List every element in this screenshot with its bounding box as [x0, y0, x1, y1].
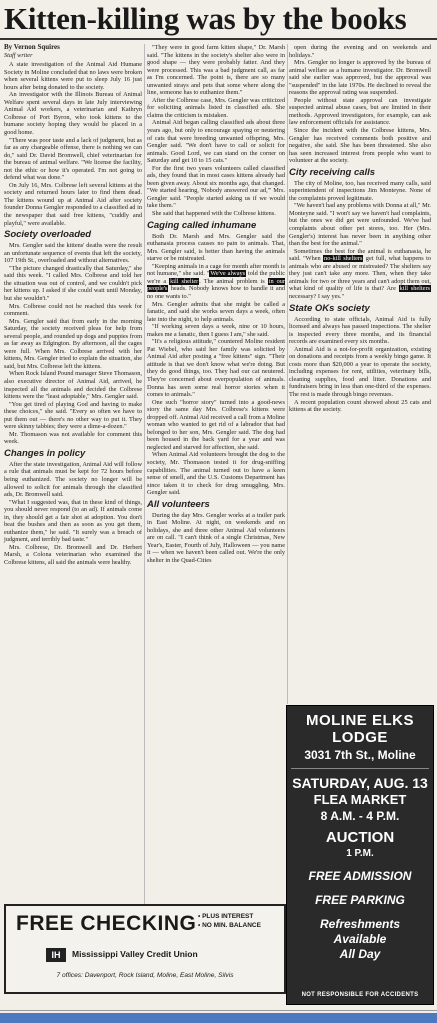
paragraph: When Rock Island Pound manager Steve Thomason, also executive director of Animal Aid, arrived, he inspected all the animals and decided the Colbrese kittens were the "least adoptable," Mrs. Gengler said. — [4, 370, 142, 401]
paragraph: Mrs. Colbrese, Dr. Bromwell and Dr. Herbert Marsh, a Colona veterinarian who examined the Colbrese kittens, all said the animals were healthy. — [4, 543, 142, 566]
paragraph: On July 16, Mrs. Colbrese left several kittens at the society and returned hours later to find them dead. The kittens wound up at Animal Aid after society founder Donna Gengler responded to a classified ad in the newspaper that said free kittens, "cuddly and playful," were available. — [4, 181, 142, 227]
ad-auction: AUCTION — [325, 829, 395, 846]
text-run: . The animal problem is — [199, 277, 268, 285]
bottom-rule — [0, 1010, 437, 1011]
paragraph: One such "horror story" turned into a good-news story the same day Mrs. Colbrese's kittens were dropped off. Animal Aid received a call from a Moline woman who wanted to get rid of a labrador that had belonged to her son, Mrs. Gengler said. The dog had been housed in the back yard for a year and was neglected and starved for affection, she said. — [147, 398, 285, 451]
highlight: in our people's — [147, 277, 285, 293]
paragraph: For the first two years volunteers called classified ads, they found that in most cases kittens already had been given away. About six months ago, that changed. "We started hearing, 'Nobody answered our ad,'" Mrs. Gengler said. "People started asking us if we would take them." — [147, 164, 285, 210]
subhead-changes: Changes in policy — [4, 447, 86, 459]
paragraph: "If working seven days a week, nine or 10 hours, makes me a fanatic, then I guess I am," she said. — [147, 323, 285, 338]
paragraph: open during the evening and on weekends and holidays." — [289, 44, 431, 59]
paragraph: A recent population count showed about 25 cats and kittens at the society. — [289, 398, 431, 414]
paragraph: "We haven't had any problems with Donna at all," Mr. Monteyne said. "I won't say we haven't had complaints, but the ones we did get were unfounded. We've had complaints about other pet stores, too. Her (Mrs. Gengler's) interest has never been in anything other than the best for the animal." — [289, 202, 431, 248]
ad-address: 3031 7th St., Moline — [304, 748, 416, 762]
column-2 — [147, 44, 285, 565]
ad-available: Available — [333, 932, 387, 946]
paragraph: Mr. Thomason was not available for comment this week. — [4, 430, 142, 446]
paragraph-highlighted — [289, 248, 431, 301]
staff-line: Staff writer — [4, 51, 33, 59]
paragraph: Mrs. Colbrese could not be reached this week for comment. — [4, 302, 142, 318]
byline: By Vernon Squires — [4, 43, 60, 51]
ad-free-parking: FREE PARKING — [315, 893, 405, 907]
paragraph: "You get tired of playing God and having to make these choices," she said. "Every so often we have to put them out — there's no other way to put it. They were skinny tabbies; they were a dime-a-dozen." — [4, 400, 142, 431]
column-divider — [287, 44, 288, 704]
text-run: "Keeping animals in a cage for month after month is not humane," she said. " — [147, 262, 285, 278]
subhead-inhumane: Caging called inhumane — [147, 219, 257, 231]
text-run: necessary? I say yes." — [289, 292, 345, 300]
paragraph: "It's a religious attitude," countered Moline resident Pat Wiebel, who said her family was solicited by Animal Aid after posting a "free kittens" sign. "Their attitude is that we don't know what we're doing. But they do good things, too. They had our cat neutered. They're concerned about overpopulation of animals. Donna has seen some real horror stories when it comes to animals." — [147, 338, 285, 399]
highlight: no-kill shelters — [324, 255, 363, 263]
paragraph: Animal Aid began calling classified ads about three years ago, but only to encourage spaying or neutering of cats that were breeding unwanted offspring, Mrs. Gengler said. "We don't have to call or solicit for animals. Good Lord, we can stand on the corner on Saturday and get 10 to 15 cats." — [147, 119, 285, 165]
ad-all-day: All Day — [339, 947, 381, 961]
paragraph: She said that happened with the Colbrese kittens. — [152, 210, 276, 218]
paragraph: "They were in good farm kitten shape," Dr. Marsh said. "The kittens in the society's shelter also were in good shape — they were probably fatter. And they were processed. This was a bad judgment call, as far as I'm concerned. The point is, there are so many unwanted strays and pets that some where along the line, someone has to euthanize them." — [147, 44, 285, 97]
subhead-state: State OKs society — [289, 302, 370, 314]
bank-ad-bullet: • PLUS INTEREST — [198, 913, 254, 920]
paragraph: Mrs. Gengler said the kittens' deaths were the result an unfortunate sequence of events that left the society, 107 19th St., overloaded and without alternatives. — [4, 242, 142, 265]
bottom-strip — [0, 1013, 437, 1023]
highlight: kill shelter — [170, 277, 199, 285]
column-1 — [4, 44, 142, 567]
ad-footer: NOT RESPONSIBLE FOR ACCIDENTS — [301, 992, 419, 998]
paragraph: Animal Aid is a not-for-profit organization, existing on donations and receipts from a weekly bingo game. It costs more than $20,000 a year to operate the society, including expenses for rent, utilities, veterinary bills, cleaning supplies, food and litter. Donations and fundraisers bring in less than one-third of the expenses. The rest is made through bingo revenues. — [289, 345, 431, 398]
ad-divider — [291, 768, 429, 769]
subhead-overloaded: Society overloaded — [4, 229, 92, 241]
free-checking-ad — [4, 904, 286, 994]
paragraph: A state investigation of the Animal Aid Humane Society in Moline concluded that no laws were broken when several kittens were put to sleep July 16 just hours after being donated to the society. — [4, 61, 142, 91]
paragraph: "The picture changed drastically that Saturday," she said this week. "I called Mrs. Colbrese and told her the situation was out of control, and we couldn't pick her kittens up. I asked if she could wait until Monday, but she wouldn't." — [4, 264, 142, 302]
paragraph: Both Dr. Marsh and Mrs. Gengler said the euthanasia process causes no pain to animals. That, Mrs. Gengler said, is better than having the animals starve or be mistreated. — [147, 232, 285, 263]
headline-rule — [0, 38, 437, 40]
paragraph: After the Colbrese case, Mrs. Gengler was criticized for soliciting animals listed in classified ads. She claims the criticism is mistaken. — [147, 96, 285, 119]
ad-event: FLEA MARKET — [313, 792, 407, 807]
elks-lodge-ad — [286, 705, 434, 1005]
ad-refreshments: Refreshments — [319, 917, 401, 931]
paragraph: People without state approval can investigate suspected animal abuse cases, but are limited in their methods. Approved investigators, for example, can ask law enforcement officials for assistance. — [289, 96, 431, 127]
credit-union-logo-icon: IH — [46, 948, 66, 962]
paragraph: When Animal Aid volunteers brought the dog to the society, Mr. Thomason tested it for drug-sniffing capabilities. The animal turned out to have a keen sense of smell, and the U.S. Customs Department has since taken it to check for drug smuggling, Mrs. Gengler said. — [147, 451, 285, 497]
paragraph: "There was poor taste and a lack of judgment, but as far as any chargeable offense, there is nothing we can do," said Dr. David Bromwell, chief veterinarian for the bureau of animal welfare. "We license the facility, not the ethic or how it's operated. I'm not going to defend what was done." — [4, 136, 142, 182]
credit-union-name: Mississippi Valley Credit Union — [72, 949, 198, 959]
paragraph: During the day Mrs. Gengler works at a trailer park in East Moline. At night, on weekends and on holidays, she and three other Animal Aid volunteers are on call. "I can't think of a single Christmas, New Year's, Easter, Fourth of July, Halloween — you name it — when we haven't been called out. We're the only shelter in the Quad-Cities — [147, 511, 285, 564]
subhead-calls: City receiving calls — [289, 166, 376, 178]
paragraph: "What I suggested was, that in these kind of things, you should never respond (to an ad). If animals come in, they should get a fair shot at adoption. You don't beat the bushes and then as soon as you get them, euthanize them," he said. "It surely was a breach of judgment, and terribly bad taste." — [4, 498, 142, 544]
paragraph: According to state officials, Animal Aid is fully licensed and always has passed inspections. The shelter is inspected every three months, and its financial records are examined every six months. — [289, 315, 431, 346]
bank-ad-bullet: • NO MIN. BALANCE — [198, 922, 261, 929]
bank-ad-title: FREE CHECKING — [16, 912, 197, 935]
ad-auction-time: 1 P.M. — [346, 848, 374, 859]
ad-date: SATURDAY, AUG. 13 — [292, 775, 428, 791]
column-3 — [289, 44, 431, 414]
paragraph: Mrs. Gengler no longer is approved by the bureau of animal welfare as a humane investigator. Dr. Bromwell said she earlier was approved, but the approval was "suspended" in the late 1970s. He declined to reveal the reasons the approval rating was suspended. — [289, 59, 431, 97]
bank-offices: 7 offices: Davenport, Rock Island, Moline, East Moline, Silvis — [56, 972, 234, 979]
text-run: get full, what happens to animals who are abused or mistreated? The shelters say they just can't take any more. Then, when they take animals for two or three years and can't adopt them out, what kind of quality of life is that? Are — [289, 255, 431, 293]
paragraph: Since the incident with the Colbrese kittens, Mrs. Gengler has received comments both positive and negative, she said. She has been threatened. She also has seen increased interest from people who want to volunteer at the society. — [289, 127, 431, 165]
text-run: heads. Nobody knows how to handle it and no one wants to." — [147, 285, 285, 300]
paragraph: After the state investigation, Animal Aid will follow a rule that animals must be kept for 72 hours before being euthanized. The society no longer will be allowed to solicit for animals through the classified ads, Dr. Bromwell said. — [4, 460, 142, 499]
paragraph: Mrs. Gengler admits that she might be called a fanatic, and said she works seven days a week, often late into the night, to help animals. — [147, 300, 285, 323]
highlight: We've always — [210, 270, 246, 278]
paragraph-highlighted — [147, 263, 285, 301]
ad-free-admission: FREE ADMISSION — [308, 869, 412, 883]
text-run: Sometimes the best for the animal is euthanasia, he said. "When — [289, 247, 431, 263]
headline: Kitten-killing was by the books — [4, 1, 407, 36]
ad-time: 8 A.M. - 4 P.M. — [320, 809, 400, 823]
text-run: told the public we're a — [147, 270, 286, 285]
paragraph: Mrs. Gengler said that from early in the morning Saturday, the society received pleas for help from several people, and rounded up dogs and puppies from as far away as Edgington. By afternoon, all the cages were full. When Mrs. Colbrese arrived with her kittens, Mrs. Gengler tried to explain the situation, she said, but Mrs. Colbrese left the kittens. — [4, 317, 142, 370]
paragraph: The city of Moline, too, has received many calls, said superintendent of inspections Jim Monteyne. None of the complaints proved legitimate. — [289, 179, 431, 202]
highlight: kill shelters — [399, 285, 430, 293]
ad-title: MOLINE ELKS LODGE — [305, 712, 414, 746]
subhead-volunteers: All volunteers — [147, 498, 210, 510]
paragraph: An investigator with the Illinois Bureau of Animal Welfare spent several days in late July interviewing Animal Aid workers, a veterinarian and Kathryn Colbrese of Port Byron, who took kittens to the humane society hoping they would be placed in a good home. — [4, 91, 142, 137]
column-divider — [144, 44, 145, 904]
